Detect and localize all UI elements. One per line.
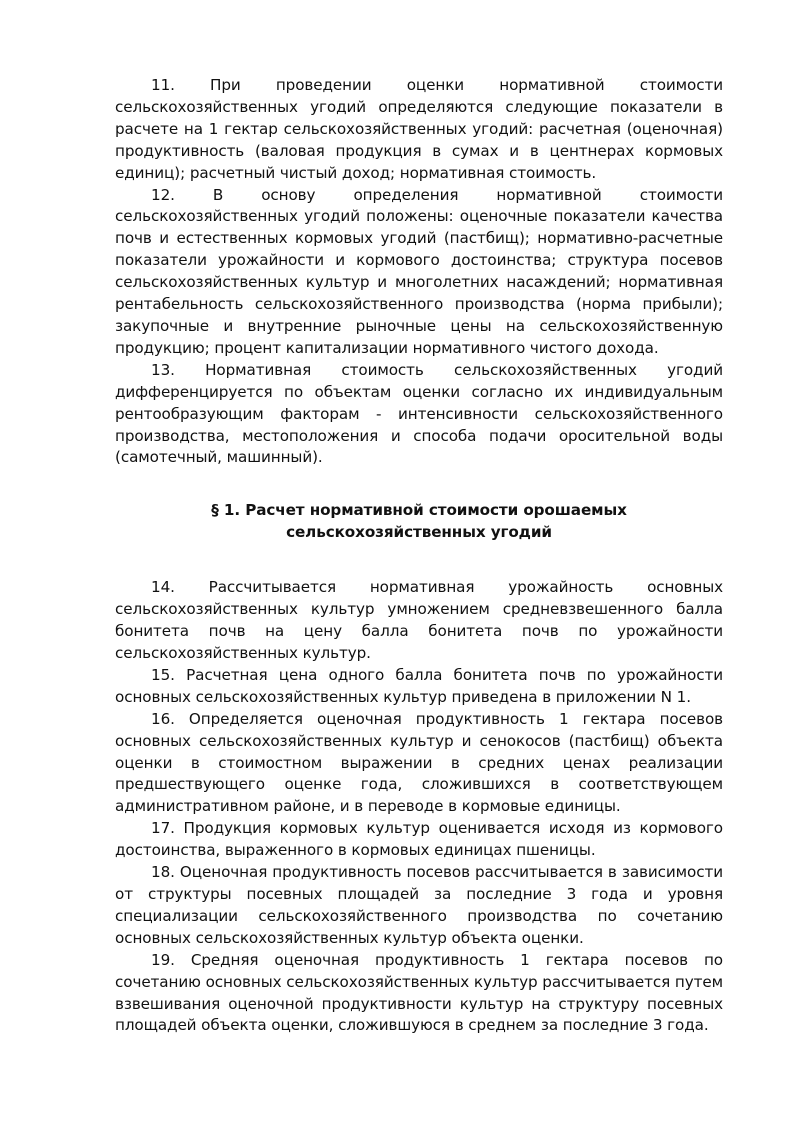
- paragraph-18: 18. Оценочная продуктивность посевов рассчитывается в зависимости от структуры посевных площадей за последние 3 года и уровня специализации сельскохозяйственного производства по сочетанию основных сельскохозяйственных культур объекта оценки.: [115, 863, 723, 947]
- paragraph-12: 12. В основу определения нормативной стоимости сельскохозяйственных угодий положены: оценочные показатели качества почв и естественных кормовых угодий (пастбищ); нормативно-расчетные показатели урожайности и кормового достоинства; структура посевов сельскохозяйственных культур и многолетних насаждений; нормативная рентабельность сельскохозяйственного производства (норма прибыли); закупочные и внутренние рыночные цены на сельскохозяйственную продукцию; процент капитализации нормативного чистого дохода.: [115, 185, 723, 357]
- paragraph-15: 15. Расчетная цена одного балла бонитета почв по урожайности основных сельскохозяйственных культур приведена в приложении N 1.: [115, 665, 723, 706]
- paragraph-14: 14. Рассчитывается нормативная урожайность основных сельскохозяйственных культур умножением средневзвешенного балла бонитета почв на цену балла бонитета почв по урожайности сельскохозяйственных культур.: [115, 578, 723, 663]
- document-page: [115, 75, 723, 1037]
- paragraph-16: 16. Определяется оценочная продуктивность 1 гектара посевов основных сельскохозяйственных культур и сенокосов (пастбищ) объекта оценки в стоимостном выражении в средних ценах реализации предшествующего оценке года, сложившихся в соответствующем административном районе, и в переводе в кормовые единицы.: [115, 709, 723, 816]
- paragraph-17: 17. Продукция кормовых культур оценивается исходя из кормового достоинства, выраженного в кормовых единицах пшеницы.: [115, 819, 723, 860]
- paragraph-19: 19. Средняя оценочная продуктивность 1 гектара посевов по сочетанию основных сельскохозяйственных культур рассчитывается путем взвешивания оценочной продуктивности культур на структуру посевных площадей объекта оценки, сложившуюся в среднем за последние 3 года.: [115, 950, 723, 1035]
- paragraph-11: 11. При проведении оценки нормативной стоимости сельскохозяйственных угодий определяются следующие показатели в расчете на 1 гектар сельскохозяйственных угодий: расчетная (оценочная) продуктивность (валовая продукция в сумах и в центнерах кормовых единиц); расчетный чистый доход; нормативная стоимость.: [115, 76, 723, 182]
- paragraph-13: 13. Нормативная стоимость сельскохозяйственных угодий дифференцируется по объектам оценки согласно их индивидуальным рентообразующим факторам - интенсивности сельскохозяйственного производства, местоположения и способа подачи оросительной воды (самотечный, машинный).: [115, 360, 723, 467]
- section-heading: [115, 499, 723, 543]
- section-heading-line-2: сельскохозяйственных угодий: [286, 523, 552, 542]
- section-heading-line-1: § 1. Расчет нормативной стоимости орошаемых: [211, 501, 627, 520]
